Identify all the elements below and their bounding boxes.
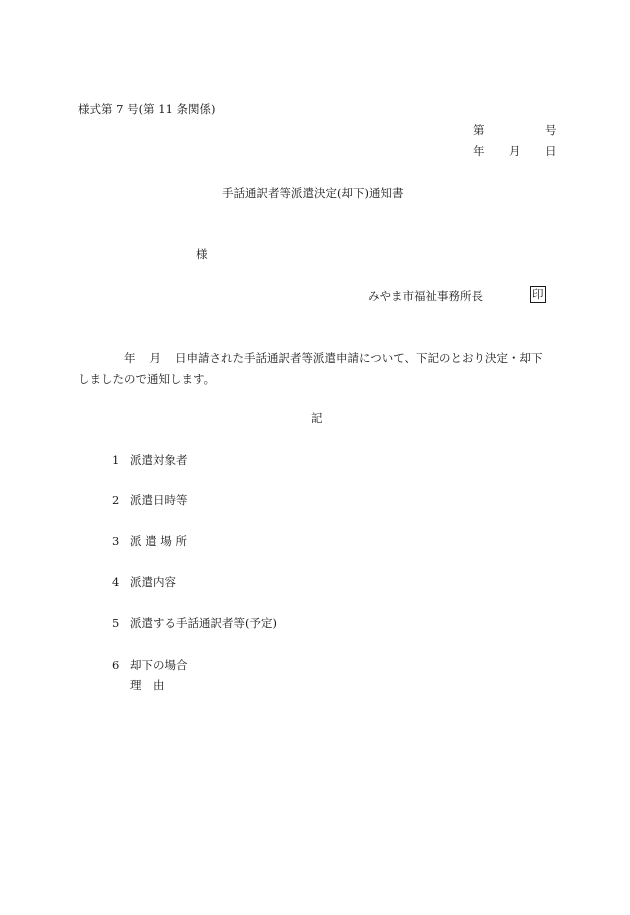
body-month-label: 月 — [149, 351, 161, 365]
reason-label: 理 由 — [130, 678, 165, 692]
seal-mark: 印 — [532, 287, 544, 301]
recipient-honorific: 様 — [196, 247, 208, 261]
body-paragraph — [78, 348, 556, 390]
form-number: 様式第 7 号(第 11 条関係) — [78, 102, 216, 116]
sender-name: みやま市福祉事務所長 — [368, 289, 483, 303]
item-label: 却下の場合 — [130, 658, 188, 672]
body-line-2: しましたので通知します。 — [78, 372, 216, 386]
item-number: 4 — [112, 575, 120, 589]
item-label: 派 遣 場 所 — [130, 534, 187, 548]
item-number: 5 — [112, 616, 120, 630]
item-number: 3 — [112, 534, 120, 548]
item-number: 6 — [112, 658, 120, 672]
item-label: 派遣対象者 — [130, 453, 188, 467]
list-item — [112, 492, 188, 508]
item-number: 1 — [112, 453, 120, 467]
date-month-label: 月 — [509, 144, 521, 158]
date-year-label: 年 — [473, 144, 485, 158]
document-title: 手話通訳者等派遣決定(却下)通知書 — [222, 186, 404, 200]
list-item — [112, 657, 188, 673]
item-label: 派遣内容 — [130, 575, 176, 589]
list-item — [112, 615, 277, 631]
item-label: 派遣日時等 — [130, 493, 188, 507]
body-line-1 — [78, 348, 556, 369]
date-day-label: 日 — [545, 144, 557, 158]
document-number-prefix: 第 — [473, 123, 485, 137]
list-item — [112, 452, 188, 468]
item-number: 2 — [112, 493, 120, 507]
item-label: 派遣する手話通訳者等(予定) — [130, 616, 277, 630]
body-line-1-text: 日申請された手話通訳者等派遣申請について、下記のとおり決定・却下 — [175, 351, 543, 365]
ki-heading: 記 — [311, 411, 323, 425]
body-year-label: 年 — [124, 351, 136, 365]
document-number-suffix: 号 — [545, 123, 557, 137]
list-item — [112, 533, 187, 549]
list-item — [112, 574, 176, 590]
